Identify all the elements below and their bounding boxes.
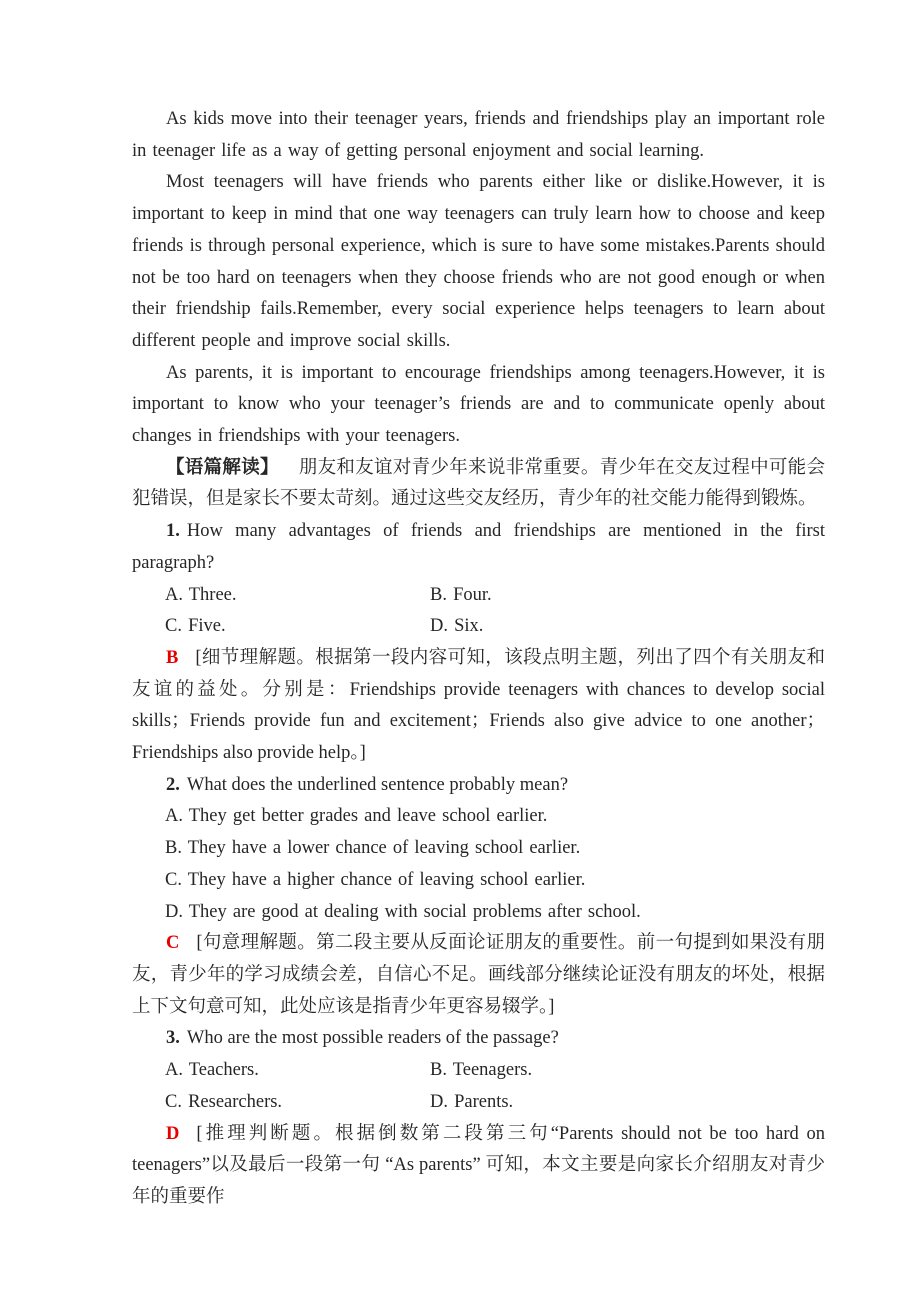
- question-2-option-c: C. They have a higher chance of leaving school earlier.: [165, 869, 586, 890]
- question-2-text: What does the underlined sentence probably mean?: [186, 774, 569, 795]
- analysis-label: 【语篇解读】: [166, 457, 279, 478]
- question-2-answer: [132, 928, 825, 1023]
- question-1-answer-explanation: [细节理解题。根据第一段内容可知，该段点明主题，列出了四个有关朋友和友谊的益处。分别是：Friendships provide teenagers with chances to develop social skills；Friends provide fun and excitement；Friends also give advice to one another；Friendships also provide help。]: [132, 647, 825, 764]
- question-3-answer-letter: D: [166, 1123, 180, 1144]
- question-1-answer: [132, 643, 825, 770]
- question-2-options: [132, 801, 825, 928]
- passage-paragraph-2: Most teenagers will have friends who parents either like or dislike.However, it is important to keep in mind that one way teenagers can truly learn how to choose and keep friends is through personal experience, which is sure to have some mistakes.Parents should not be too hard on teenagers when they choose friends who are not good enough or when their friendship fails.Remember, every social experience helps teenagers to learn about different people and improve social skills.: [132, 172, 825, 351]
- passage-analysis: [132, 453, 825, 516]
- question-3-number: 3.: [166, 1028, 180, 1049]
- analysis-text: 朋友和友谊对青少年来说非常重要。青少年在交友过程中可能会犯错误，但是家长不要太苛刻。通过这些交友经历，青少年的社交能力能得到锻炼。: [132, 457, 825, 510]
- question-1-option-a: A. Three.: [165, 584, 237, 605]
- question-3-option-b: B. Teenagers.: [430, 1060, 533, 1081]
- question-1-option-d: D. Six.: [430, 616, 484, 637]
- question-1-answer-letter: B: [166, 647, 179, 668]
- question-1-option-c: C. Five.: [165, 616, 226, 637]
- question-2-answer-letter: C: [166, 933, 180, 954]
- question-2-option-a: A. They get better grades and leave school earlier.: [165, 806, 548, 827]
- question-1-stem: [132, 516, 825, 579]
- question-1-number: 1.: [166, 521, 180, 542]
- question-2-answer-explanation: [句意理解题。第二段主要从反面论证朋友的重要性。前一句提到如果没有朋友，青少年的学习成绩会差，自信心不足。画线部分继续论证没有朋友的坏处，根据上下文句意可知，此处应该是指青少年更容易辍学。]: [132, 933, 825, 1017]
- document-page-content: [132, 104, 825, 1214]
- question-1-options: [132, 580, 825, 643]
- question-2-option-d: D. They are good at dealing with social problems after school.: [165, 901, 641, 922]
- question-3-text: Who are the most possible readers of the passage?: [186, 1028, 559, 1049]
- passage-paragraph-1: As kids move into their teenager years, friends and friendships play an important role in teenager life as a way of getting personal enjoyment and social learning.: [132, 109, 825, 161]
- question-3-option-a: A. Teachers.: [165, 1060, 259, 1081]
- question-3-answer: [132, 1119, 825, 1214]
- question-3-option-c: C. Researchers.: [165, 1091, 283, 1112]
- question-3-option-d: D. Parents.: [430, 1091, 514, 1112]
- passage-paragraph-3: As parents, it is important to encourage friendships among teenagers.However, it is important to know who your teenager’s friends are and to communicate openly about changes in friendships with your teenagers.: [132, 362, 825, 447]
- question-block-3: [132, 1023, 825, 1213]
- question-block-2: [132, 770, 825, 1024]
- question-2-number: 2.: [166, 774, 180, 795]
- question-2-option-b: B. They have a lower chance of leaving school earlier.: [165, 838, 581, 859]
- question-3-options: [132, 1055, 825, 1118]
- question-block-1: [132, 516, 825, 770]
- question-3-stem: [132, 1023, 825, 1055]
- question-1-text: How many advantages of friends and friendships are mentioned in the first paragraph?: [132, 521, 825, 573]
- question-3-answer-explanation: [推理判断题。根据倒数第二段第三句“Parents should not be too hard on teenagers”以及最后一段第一句 “As parents” 可知，本文主要是向家长介绍朋友对青少年的重要作: [132, 1123, 825, 1207]
- question-2-stem: [132, 770, 825, 802]
- question-1-option-b: B. Four.: [430, 584, 492, 605]
